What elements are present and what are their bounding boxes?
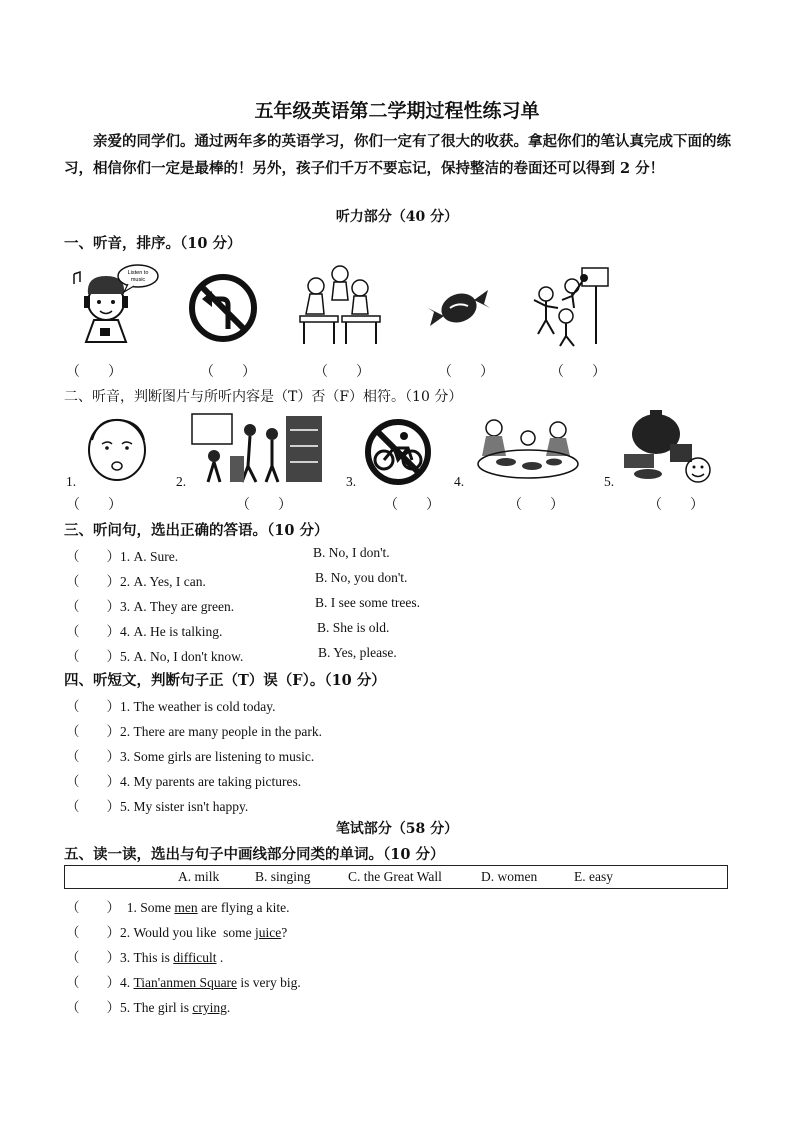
sentence-text: ）4. xyxy=(106,975,134,990)
underlined-word: men xyxy=(174,900,198,915)
word-option: D. women xyxy=(481,869,538,884)
children-at-desks-icon xyxy=(296,264,386,349)
sentence-text: ? xyxy=(281,925,288,940)
boys-playing-basketball-icon xyxy=(526,264,616,349)
answer-paren[interactable]: （ xyxy=(66,774,107,789)
sentence-text: are flying a kite. xyxy=(197,900,290,915)
word-option: A. milk xyxy=(178,869,220,884)
answer-paren[interactable]: （ xyxy=(66,950,107,965)
sentence-row xyxy=(66,971,301,991)
item-number: 3. xyxy=(346,474,357,489)
question-row xyxy=(66,570,206,590)
candy-icon xyxy=(424,272,494,342)
answer-paren[interactable]: （ xyxy=(66,549,107,564)
answer-paren[interactable]: （ xyxy=(66,975,107,990)
question-row xyxy=(66,645,243,665)
answer-paren[interactable]: （ xyxy=(66,624,107,639)
answer-paren-2-2[interactable]: （ ） xyxy=(236,498,292,513)
statement-row xyxy=(66,745,314,765)
option-b: B. Yes, please. xyxy=(318,645,397,660)
kitchen-pots-icon xyxy=(620,408,714,488)
statement-text: ）3. Some girls are listening to music. xyxy=(106,749,315,764)
sentence-text: . xyxy=(216,950,224,965)
word-bank-box xyxy=(64,865,728,889)
option-a: ）4. A. He is talking. xyxy=(106,624,223,639)
people-in-room-icon xyxy=(190,410,326,486)
statement-text: ）1. The weather is cold today. xyxy=(106,699,276,714)
sentence-row xyxy=(66,896,289,916)
answer-paren-1-5[interactable]: （ ） xyxy=(550,365,606,380)
sentence-text: ） 1. Some xyxy=(106,900,175,915)
answer-paren-2-1[interactable]: （ ） xyxy=(66,498,122,513)
sentence-text: ）5. The girl is xyxy=(106,1000,193,1015)
statement-row xyxy=(66,770,301,790)
underlined-word: Tian'anmen Square xyxy=(133,975,238,990)
question-row xyxy=(66,595,234,615)
item-number: 2. xyxy=(176,474,187,489)
statement-row xyxy=(66,795,248,815)
sentence-row xyxy=(66,996,230,1016)
sentence-text: . xyxy=(226,1000,231,1015)
section5-heading: 五、读一读，选出与句子中画线部分同类的单词。（10 分） xyxy=(64,846,445,863)
word-option: C. the Great Wall xyxy=(348,869,442,884)
statement-row xyxy=(66,720,322,740)
page-title: 五年级英语第二学期过程性练习单 xyxy=(254,100,540,122)
answer-paren[interactable]: （ xyxy=(66,1000,107,1015)
answer-paren[interactable]: （ xyxy=(66,649,107,664)
section1-heading: 一、听音，排序。（10 分） xyxy=(64,235,242,252)
word-option: B. singing xyxy=(255,869,311,884)
question-row xyxy=(66,545,178,565)
option-b: B. I see some trees. xyxy=(315,595,420,610)
section2-heading: 二、听音，判断图片与所听内容是（T）否（F）相符。（10 分） xyxy=(64,389,463,405)
question-row xyxy=(66,620,222,640)
statement-text: ）5. My sister isn't happy. xyxy=(106,799,249,814)
answer-paren-1-2[interactable]: （ ） xyxy=(200,365,256,380)
family-dinner-icon xyxy=(472,412,584,486)
option-a: ）5. A. No, I don't know. xyxy=(106,649,244,664)
statement-row xyxy=(66,695,275,715)
option-b: B. She is old. xyxy=(317,620,390,635)
underlined-word: juice xyxy=(255,925,282,940)
answer-paren-2-4[interactable]: （ ） xyxy=(508,498,564,513)
answer-paren[interactable]: （ xyxy=(66,925,107,940)
word-option: E. easy xyxy=(574,869,613,884)
sentence-text: is very big. xyxy=(237,975,301,990)
listening-header: 听力部分（40 分） xyxy=(335,209,459,225)
intro-paragraph: 亲爱的同学们。通过两年多的英语学习，你们一定有了很大的收获。拿起你们的笔认真完成下面的练习，相信你们一定是最棒的！另外，孩子们千万不要忘记，保持整洁的卷面还可以得到 2 分！ xyxy=(64,133,731,177)
answer-paren[interactable]: （ xyxy=(66,724,107,739)
answer-paren[interactable]: （ xyxy=(66,699,107,714)
sad-boy-face-icon xyxy=(84,412,150,484)
answer-paren[interactable]: （ xyxy=(66,799,107,814)
no-cycling-sign-icon xyxy=(364,418,432,486)
underlined-word: difficult xyxy=(173,950,217,965)
no-left-turn-sign-icon xyxy=(188,273,258,343)
option-a: ）3. A. They are green. xyxy=(106,599,235,614)
item-number: 1. xyxy=(66,474,77,489)
answer-paren-1-1[interactable]: （ ） xyxy=(66,365,122,380)
statement-text: ）2. There are many people in the park. xyxy=(106,724,323,739)
answer-paren[interactable]: （ xyxy=(66,749,107,764)
answer-paren[interactable]: （ xyxy=(66,900,107,915)
sentence-text: ）3. This is xyxy=(106,950,174,965)
girl-listening-music-icon xyxy=(66,264,176,349)
option-a: ）1. A. Sure. xyxy=(106,549,179,564)
answer-paren[interactable]: （ xyxy=(66,574,107,589)
underlined-word: crying xyxy=(192,1000,227,1015)
statement-text: ）4. My parents are taking pictures. xyxy=(106,774,302,789)
svg-text:music: music xyxy=(130,277,146,283)
option-b: B. No, I don't. xyxy=(313,545,390,560)
answer-paren-1-3[interactable]: （ ） xyxy=(314,365,370,380)
item-number: 5. xyxy=(604,474,615,489)
option-a: ）2. A. Yes, I can. xyxy=(106,574,206,589)
item-number: 4. xyxy=(454,474,465,489)
sentence-row xyxy=(66,921,287,941)
answer-paren[interactable]: （ xyxy=(66,599,107,614)
sentence-text: ）2. Would you like some xyxy=(106,925,256,940)
section4-heading: 四、听短文，判断句子正（T）误（F）。（10 分） xyxy=(64,672,386,689)
sign-text: Listen to xyxy=(127,270,149,276)
answer-paren-2-3[interactable]: （ ） xyxy=(384,498,440,513)
answer-paren-2-5[interactable]: （ ） xyxy=(648,498,704,513)
sentence-row xyxy=(66,946,223,966)
section3-heading: 三、听问句，选出正确的答语。（10 分） xyxy=(64,522,329,539)
writing-header: 笔试部分（58 分） xyxy=(335,821,459,837)
option-b: B. No, you don't. xyxy=(315,570,408,585)
answer-paren-1-4[interactable]: （ ） xyxy=(438,365,494,380)
